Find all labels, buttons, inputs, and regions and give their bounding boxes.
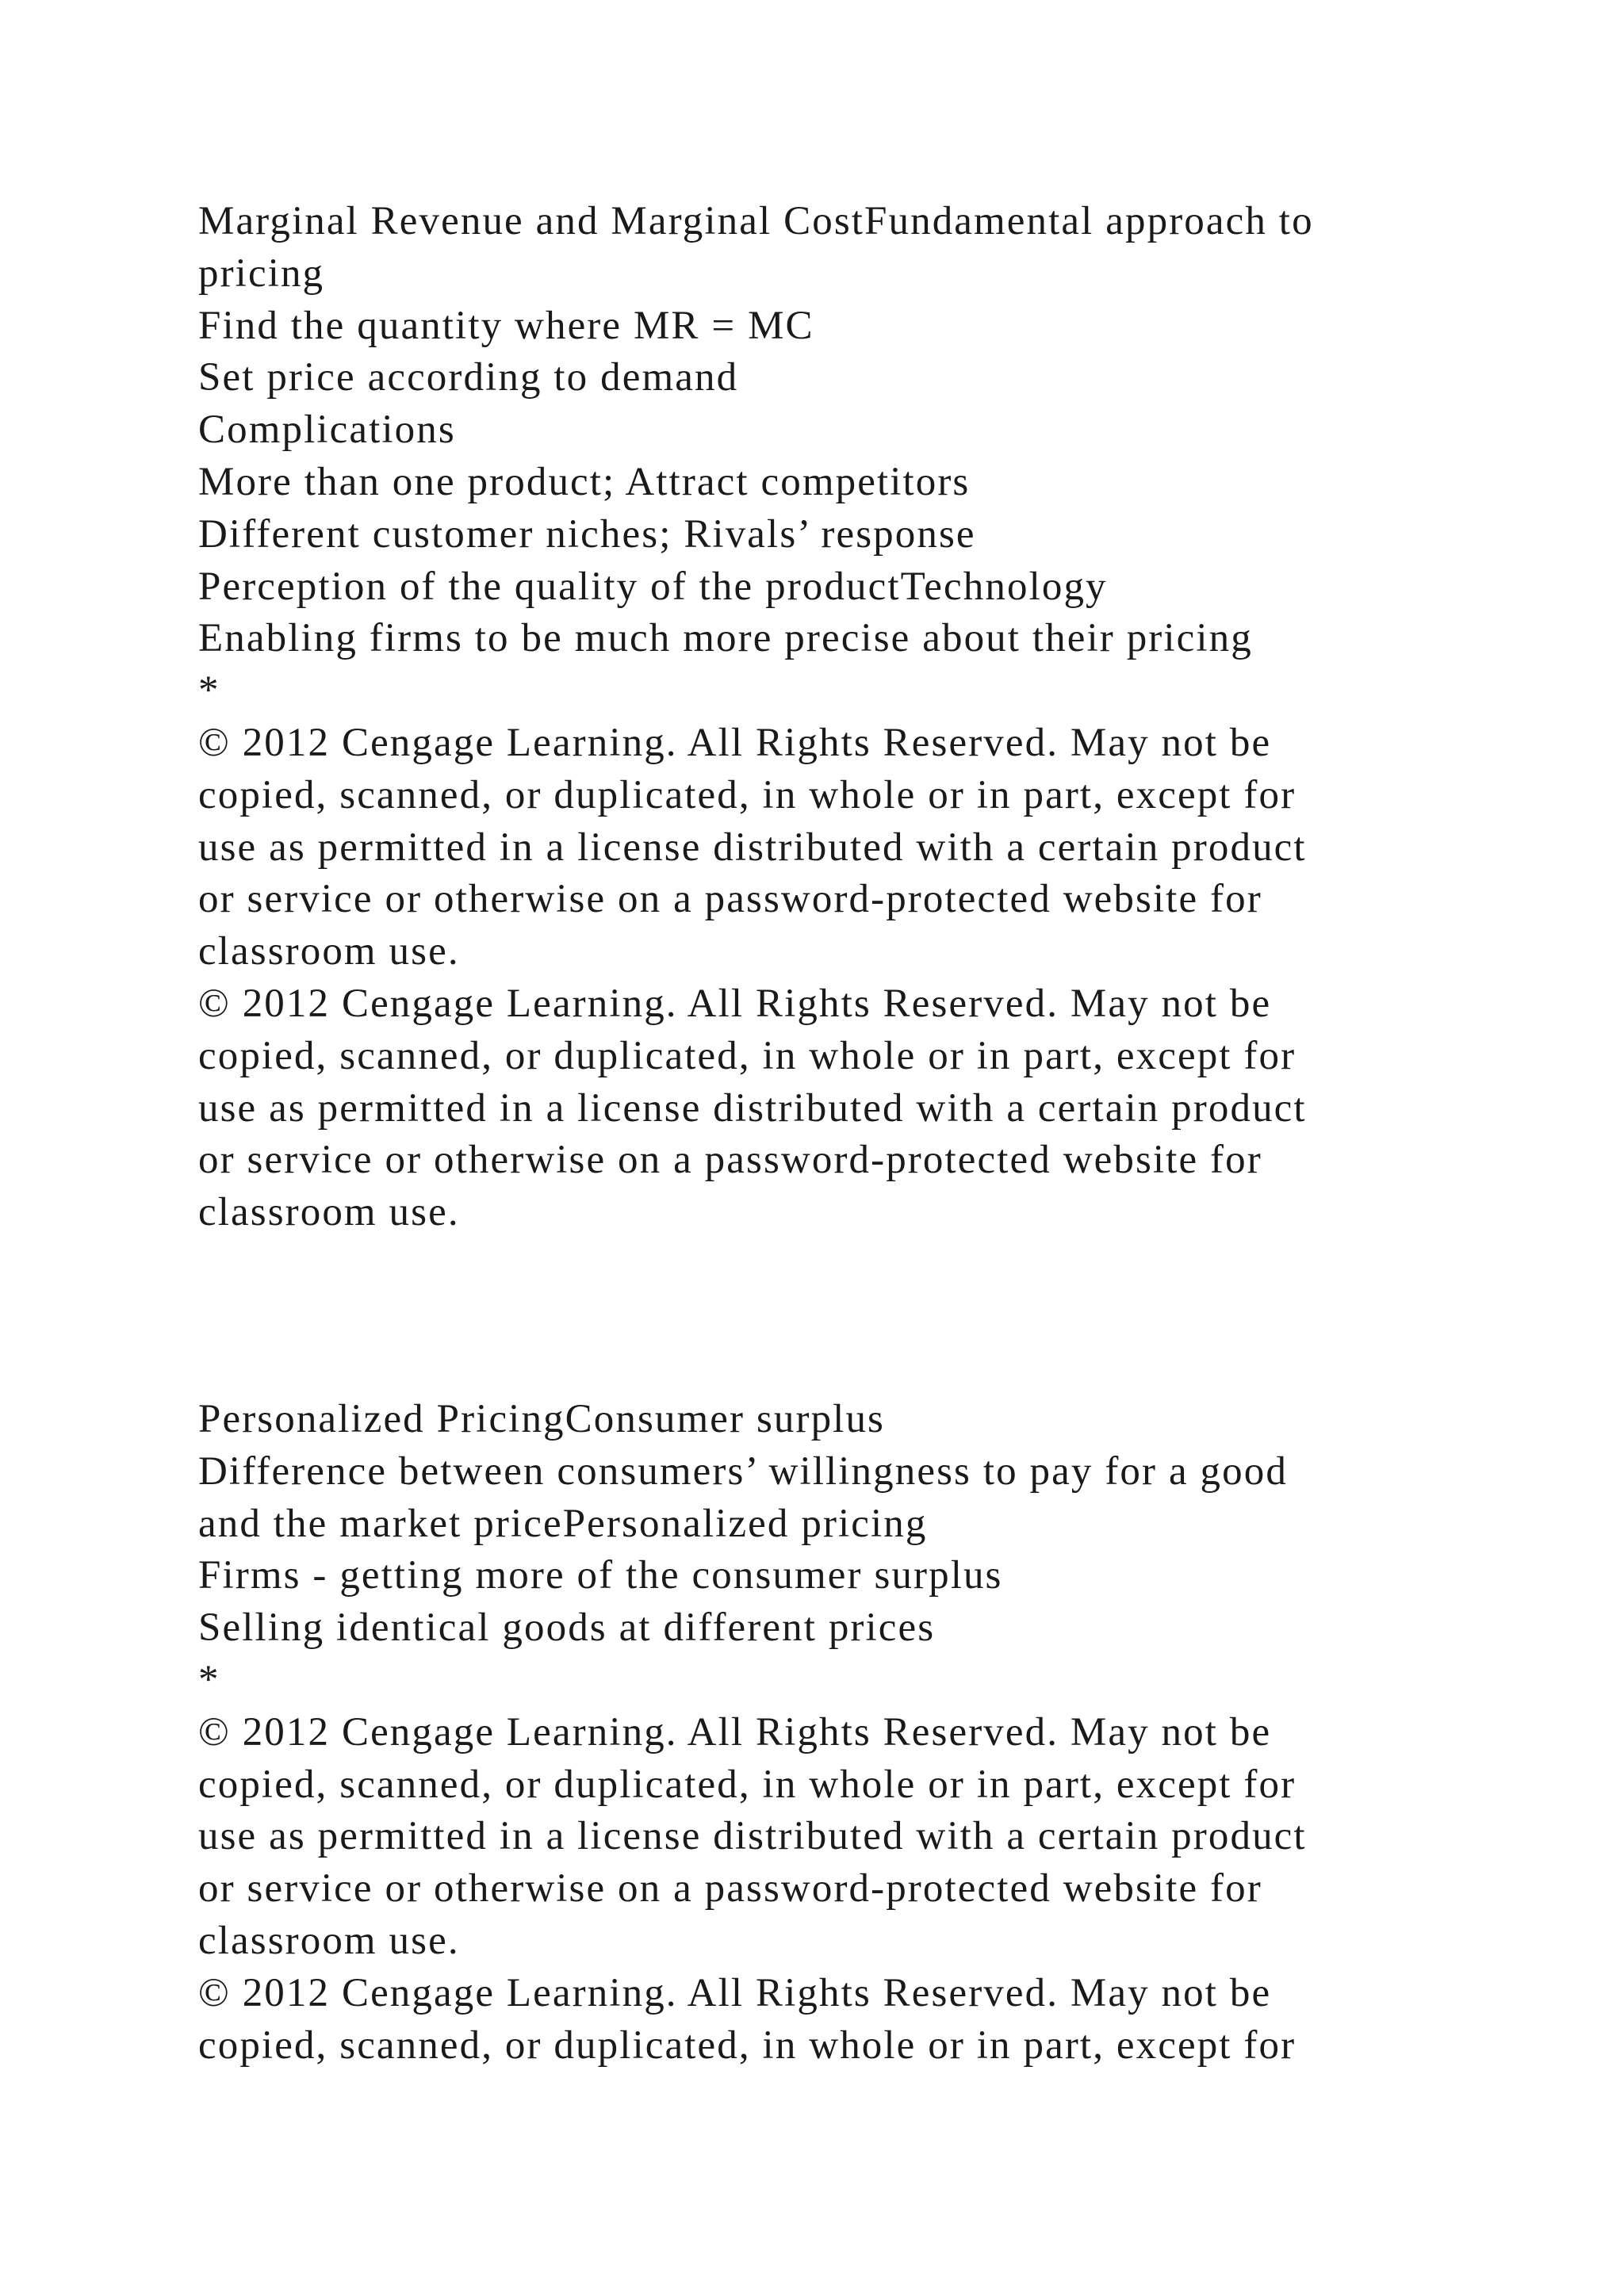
copyright-line: © 2012 Cengage Learning. All Rights Reserved. May not be [198,1970,1272,2015]
copyright-line: classroom use. [198,1190,460,1235]
section-heading-line: Marginal Revenue and Marginal CostFundamental approach to [198,199,1314,243]
copyright-line: copied, scanned, or duplicated, in whole or in part, except for [198,1762,1297,1807]
text-line: Selling identical goods at different prices [198,1605,936,1651]
copyright-line: or service or otherwise on a password-protected website for [198,877,1262,922]
copyright-line: or service or otherwise on a password-protected website for [198,1138,1262,1183]
text-line: Enabling firms to be much more precise about their pricing [198,616,1253,661]
text-line: Difference between consumers’ willingness to pay for a good [198,1448,1288,1494]
text-line: and the market pricePersonalized pricing [198,1501,928,1546]
copyright-line: use as permitted in a license distributed with a certain product [198,1814,1307,1859]
copyright-line: © 2012 Cengage Learning. All Rights Reserved. May not be [198,720,1272,765]
copyright-line: copied, scanned, or duplicated, in whole or in part, except for [198,772,1297,817]
marginal-revenue-section [198,196,1435,1239]
copyright-line: classroom use. [198,929,460,974]
copyright-line: © 2012 Cengage Learning. All Rights Reserved. May not be [198,1709,1272,1755]
text-line: Complications [198,408,456,453]
copyright-line: classroom use. [198,1918,460,1963]
copyright-line: copied, scanned, or duplicated, in whole or in part, except for [198,1033,1297,1078]
personalized-pricing-section [198,1394,1435,2072]
slide-marker: * [198,1657,220,1702]
text-line: Different customer niches; Rivals’ response [198,511,976,557]
copyright-line: use as permitted in a license distributed with a certain product [198,825,1307,870]
text-line: Find the quantity where MR = MC [198,303,814,348]
section-heading-line: Personalized PricingConsumer surplus [198,1397,886,1441]
copyright-line: © 2012 Cengage Learning. All Rights Reserved. May not be [198,981,1272,1026]
copyright-line: use as permitted in a license distributed with a certain product [198,1085,1307,1131]
text-line: Firms - getting more of the consumer surplus [198,1553,1003,1598]
text-line: More than one product; Attract competitors [198,459,971,504]
text-line: Perception of the quality of the productTechnology [198,564,1108,609]
copyright-line: or service or otherwise on a password-protected website for [198,1866,1262,1911]
copyright-line: copied, scanned, or duplicated, in whole or in part, except for [198,2022,1297,2068]
slide-marker: * [198,668,220,714]
text-line: Set price according to demand [198,355,739,400]
text-line: pricing [198,251,325,296]
